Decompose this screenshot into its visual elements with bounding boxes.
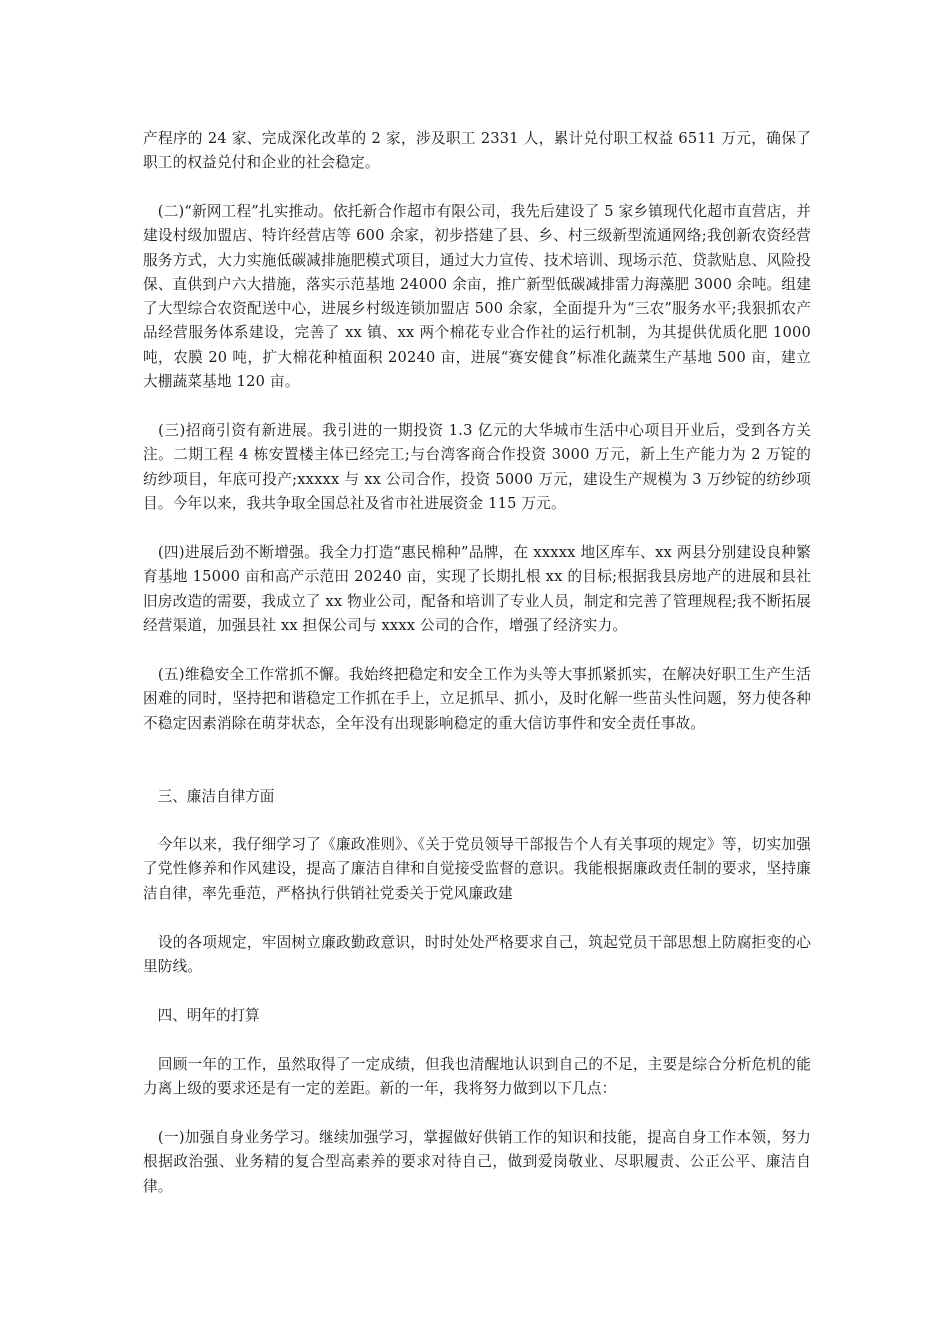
paragraph-development-momentum: (四)进展后劲不断增强。我全力打造“惠民棉种”品牌，在 xxxxx 地区库车、xx 两县分别建设良种繁育基地 15000 亩和高产示范田 20240 亩，实现了长期扎根 xx 的目标;根据我县房地产的进展和县社旧房改造的需要，我成立了 xx 物业公司，配备和培训了专业人员，制定和完善了管理规程;我不断拓展经营渠道，加强县社 xx 担保公司与 xxxx 公司的合作，增强了经济实力。 xyxy=(143,544,811,634)
paragraph-new-network-project: (二)“新网工程”扎实推动。依托新合作超市有限公司，我先后建设了 5 家乡镇现代化超市直营店，并建设村级加盟店、特许经营店等 600 余家，初步搭建了县、乡、村三级新型流通网络;我创新农资经营服务方式，大力实施低碳减排施肥模式项目，通过大力宣传、技术培训、现场示范、贷款贴息、风险投保、直供到户六大措施，落实示范基地 24000 余亩，推广新型低碳减排雷力海藻肥 3000 余吨。组建了大型综合农资配送中心，进展乡村级连锁加盟店 500 余家，全面提升为“三农”服务水平;我狠抓农产品经营服务体系建设，完善了 xx 镇、xx 两个棉花专业合作社的运行机制，为其提供优质化肥 1000 吨，农膜 20 吨，扩大棉花种植面积 20240 亩，进展“赛安健食”标准化蔬菜生产基地 500 亩，建立大棚蔬菜基地 120 亩。 xyxy=(143,203,811,391)
section-heading-next-year: 四、明年的打算 xyxy=(143,1007,260,1024)
paragraph-employee-rights: 产程序的 24 家、完成深化改革的 2 家，涉及职工 2331 人，累计兑付职工权益 6511 万元，确保了职工的权益兑付和企业的社会稳定。 xyxy=(143,130,811,172)
paragraph-integrity-rules: 设的各项规定，牢固树立廉政勤政意识，时时处处严格要求自己，筑起党员干部思想上防腐拒变的心里防线。 xyxy=(143,934,811,976)
paragraph-review: 回顾一年的工作，虽然取得了一定成绩，但我也清醒地认识到自己的不足，主要是综合分析危机的能力离上级的要求还是有一定的差距。新的一年，我将努力做到以下几点： xyxy=(143,1056,811,1098)
paragraph-stability-safety: (五)维稳安全工作常抓不懈。我始终把稳定和安全工作为头等大事抓紧抓实，在解决好职工生产生活困难的同时，坚持把和谐稳定工作抓在手上，立足抓早、抓小，及时化解一些苗头性问题，努力使各种不稳定因素消除在萌芽状态，全年没有出现影响稳定的重大信访事件和安全责任事故。 xyxy=(143,666,811,732)
section-heading-integrity: 三、廉洁自律方面 xyxy=(143,788,275,805)
paragraph-study-plan: (一)加强自身业务学习。继续加强学习，掌握做好供销工作的知识和技能，提高自身工作本领，努力根据政治强、业务精的复合型高素养的要求对待自己，做到爱岗敬业、尽职履责、公正公平、廉洁自律。 xyxy=(143,1129,811,1195)
paragraph-investment-progress: (三)招商引资有新进展。我引进的一期投资 1.3 亿元的大华城市生活中心项目开业后，受到各方关注。二期工程 4 栋安置楼主体已经完工;与台湾客商合作投资 3000 万元，新上生产能力为 2 万锭的纺纱项目，年底可投产;xxxxx 与 xx 公司合作，投资 5000 万元，建设生产规模为 3 万纱锭的纺纱项目。今年以来，我共争取全国总社及省市社进展资金 115 万元。 xyxy=(143,422,811,512)
paragraph-integrity-study: 今年以来，我仔细学习了《廉政准则》、《关于党员领导干部报告个人有关事项的规定》等，切实加强了党性修养和作风建设，提高了廉洁自律和自觉接受监督的意识。我能根据廉政责任制的要求，坚持廉洁自律，率先垂范，严格执行供销社党委关于党风廉政建 xyxy=(143,836,811,902)
